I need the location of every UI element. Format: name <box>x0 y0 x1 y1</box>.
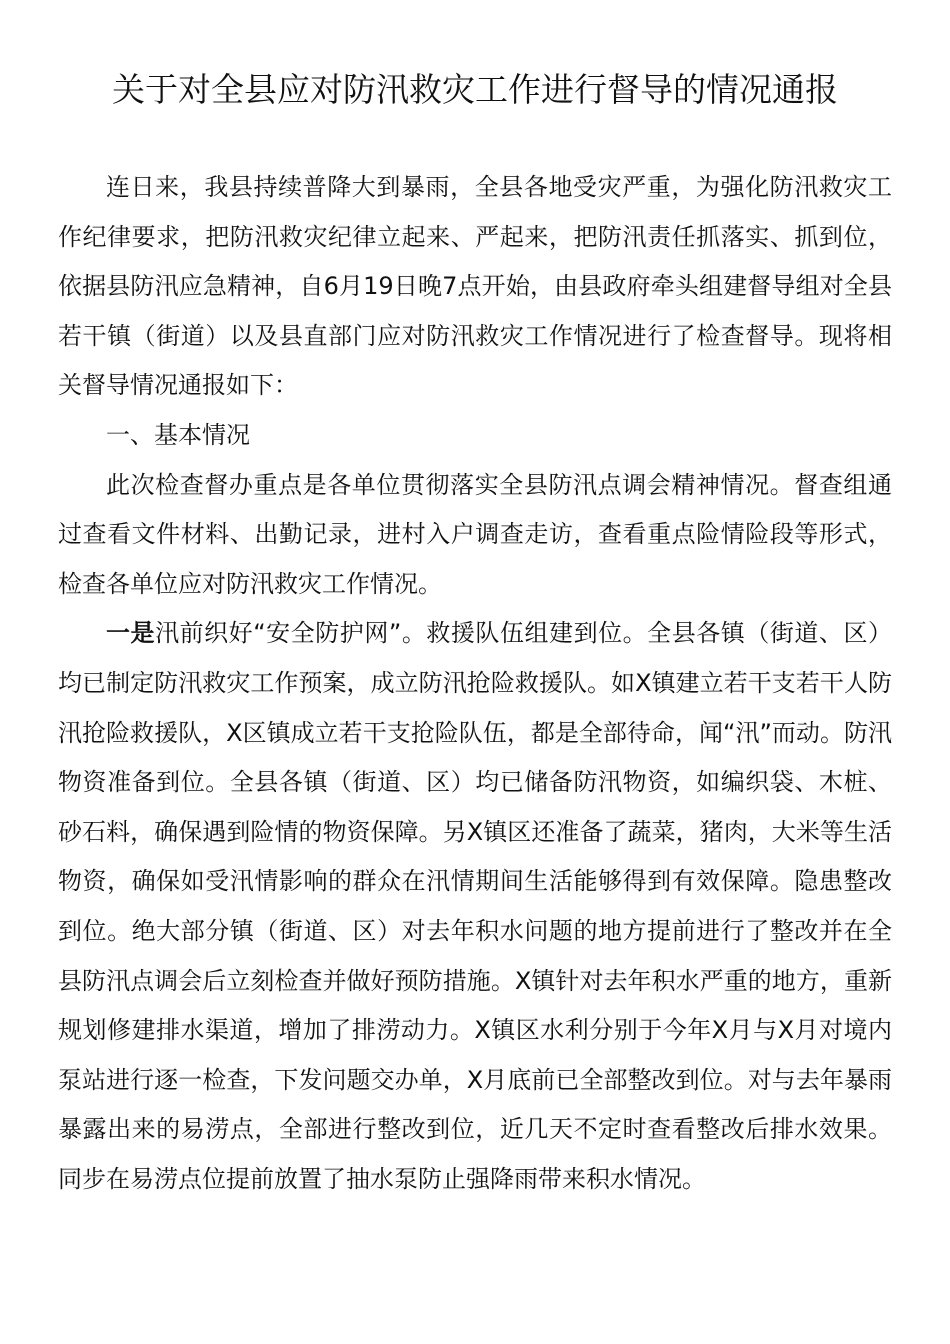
inspection-focus-paragraph: 此次检查督办重点是各单位贯彻落实全县防汛点调会精神情况。督查组通过查看文件材料、出勤记录，进村入户调查走访，查看重点险情险段等形式，检查各单位应对防汛救灾工作情况。 <box>58 470 892 598</box>
intro-paragraph: 连日来，我县持续普降大到暴雨，全县各地受灾严重，为强化防汛救灾工作纪律要求，把防汛救灾纪律立起来、严起来，把防汛责任抓落实、抓到位，依据县防汛应急精神，自6月19日晚7点开始，由县政府牵头组建督导组对全县若干镇（街道）以及县直部门应对防汛救灾工作情况进行了检查督导。现将相关督导情况通报如下： <box>58 173 892 400</box>
item-one-paragraph <box>58 609 892 1204</box>
section-heading-basic-situation: 一、基本情况 <box>106 420 250 449</box>
document-body <box>58 163 892 1204</box>
item-one-lead: 一是 <box>106 619 156 648</box>
item-one-text: 汛前织好“安全防护网”。救援队伍组建到位。全县各镇（街道、区）均已制定防汛救灾工作预案，成立防汛抢险救援队。如X镇建立若干支若干人防汛抢险救援队，X区镇成立若干支抢险队伍，都是全部待命，闻“汛”而动。防汛物资准备到位。全县各镇（街道、区）均已储备防汛物资，如编织袋、木桩、砂石料，确保遇到险情的物资保障。另X镇区还准备了蔬菜，猪肉，大米等生活物资，确保如受汛情影响的群众在汛情期间生活能够得到有效保障。隐患整改到位。绝大部分镇（街道、区）对去年积水问题的地方提前进行了整改并在全县防汛点调会后立刻检查并做好预防措施。X镇针对去年积水严重的地方，重新规划修建排水渠道，增加了排涝动力。X镇区水利分别于今年X月与X月对境内泵站进行逐一检查，下发问题交办单，X月底前已全部整改到位。对与去年暴雨暴露出来的易涝点，全部进行整改到位，近几天不定时查看整改后排水效果。同步在易涝点位提前放置了抽水泵防止强降雨带来积水情况。 <box>58 619 892 1193</box>
document-title: 关于对全县应对防汛救灾工作进行督导的情况通报 <box>112 70 838 109</box>
